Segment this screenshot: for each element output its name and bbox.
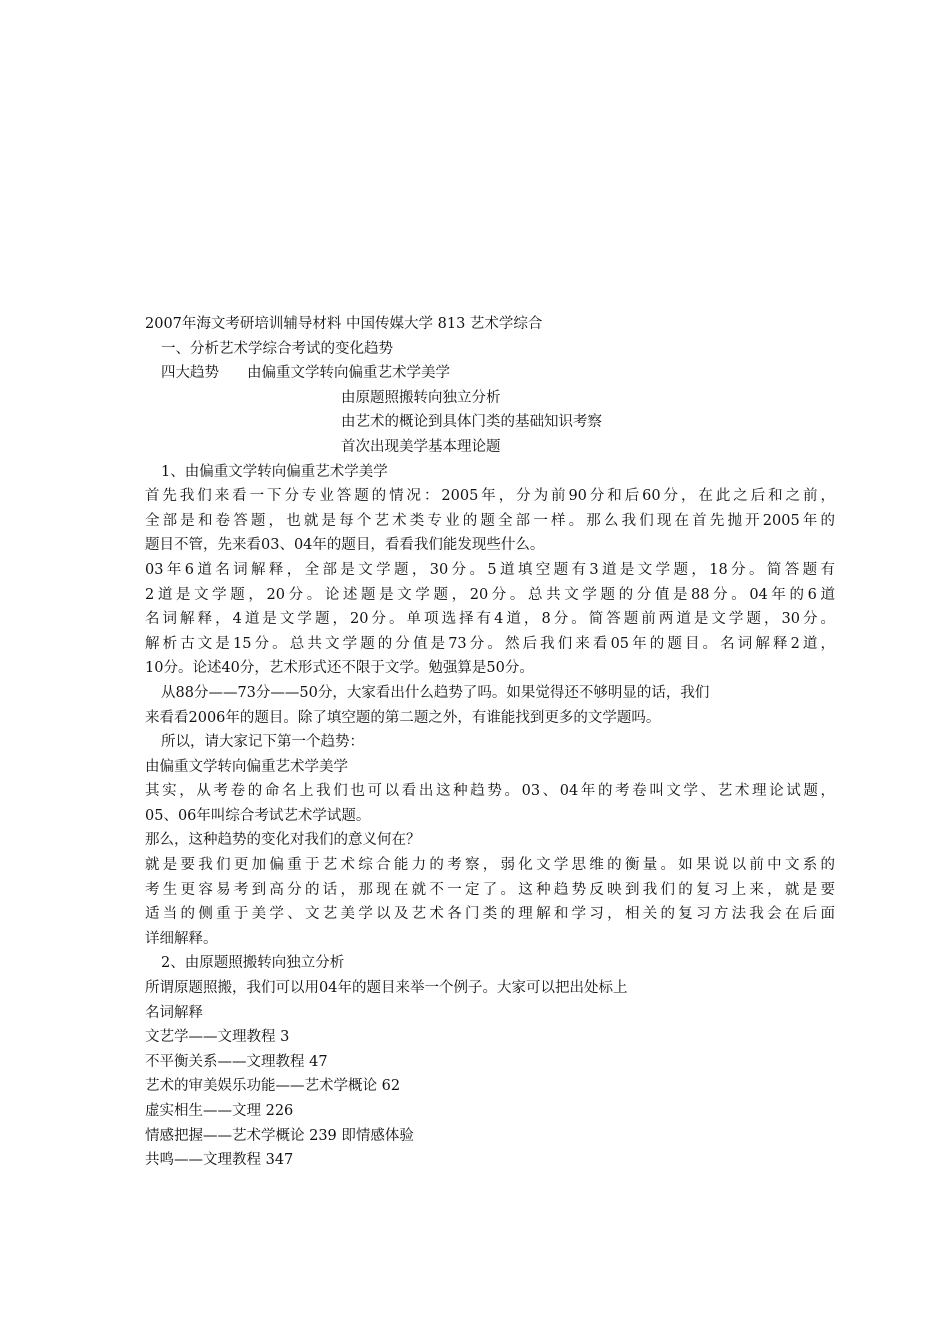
trends-row [145, 361, 835, 386]
paragraph-line: 题目不管，先来看03、04年的题目，看看我们能发现些什么。 [145, 537, 545, 554]
subheading: 1、由偏重文学转向偏重艺术学美学 [161, 463, 388, 480]
paragraph-line: 05、06年叫综合考试艺术学试题。 [145, 807, 371, 824]
terms-heading: 名词解释 [145, 1004, 203, 1021]
trend-item: 由艺术的概论到具体门类的基础知识考察 [341, 414, 602, 431]
term-item: 不平衡关系——文理教程 47 [145, 1053, 328, 1070]
trend-item: 首次出现美学基本理论题 [341, 438, 501, 455]
paragraph-line: 从88分——73分——50分，大家看出什么趋势了吗。如果觉得还不够明显的话，我们 [161, 684, 710, 701]
term-item: 共鸣——文理教程 347 [145, 1152, 294, 1169]
paragraph-line: 所谓原题照搬，我们可以用04年的题目来举一个例子。大家可以把出处标上 [145, 980, 628, 997]
paragraph-line: 名词解释，4道是文学题，20分。单项选择有4道，8分。简答题前两道是文学题，30分。 [145, 611, 835, 628]
trends-label: 四大趋势 [161, 365, 219, 382]
term-item: 文艺学——文理教程 3 [145, 1029, 290, 1046]
paragraph-line: 解析古文是15分。总共文学题的分值是73分。然后我们来看05年的题目。名词解释2道， [145, 635, 835, 652]
paragraph-line: 所以，请大家记下第一个趋势： [161, 734, 364, 751]
paragraph-line: 适当的侧重于美学、文艺美学以及艺术各门类的理解和学习，相关的复习方法我会在后面 [145, 906, 835, 923]
document-title: 2007年海文考研培训辅导材料 中国传媒大学 813 艺术学综合 [145, 316, 543, 332]
trend-item: 由原题照搬转向独立分析 [341, 389, 501, 406]
paragraph-line: 就是要我们更加偏重于艺术综合能力的考察，弱化文学思维的衡量。如果说以前中文系的 [145, 857, 835, 874]
subheading: 2、由原题照搬转向独立分析 [161, 955, 345, 972]
paragraph-line: 首先我们来看一下分专业答题的情况：2005年，分为前90分和后60分，在此之后和之前， [145, 488, 835, 505]
paragraph-line: 详细解释。 [145, 930, 218, 947]
paragraph-line: 那么，这种趋势的变化对我们的意义何在？ [145, 832, 421, 849]
trend-item: 由偏重文学转向偏重艺术学美学 [247, 365, 450, 382]
term-item: 虚实相生——文理 226 [145, 1103, 294, 1119]
term-item: 艺术的审美娱乐功能——艺术学概论 62 [145, 1078, 401, 1095]
paragraph-line: 2道是文学题，20分。论述题是文学题，20分。总共文学题的分值是88分。04年的6道 [145, 586, 835, 603]
paragraph-line: 其实，从考卷的命名上我们也可以看出这种趋势。03、04年的考卷叫文学、艺术理论试题， [145, 783, 835, 800]
paragraph-line: 03年6道名词解释，全部是文学题，30分。5道填空题有3道是文学题，18分。简答题有 [145, 561, 835, 578]
paragraph-line: 由偏重文学转向偏重艺术学美学 [145, 758, 348, 775]
paragraph-line: 10分。论述40分，艺术形式还不限于文学。勉强算是50分。 [145, 660, 534, 677]
section-heading: 一、分析艺术学综合考试的变化趋势 [161, 340, 393, 357]
document-body [145, 312, 835, 1173]
paragraph-line: 考生更容易考到高分的话，那现在就不一定了。这种趋势反映到我们的复习上来，就是要 [145, 881, 835, 898]
paragraph-line: 来看看2006年的题目。除了填空题的第二题之外，有谁能找到更多的文学题吗。 [145, 709, 661, 726]
paragraph-line: 全部是和卷答题，也就是每个艺术类专业的题全部一样。那么我们现在首先抛开2005年的 [145, 512, 835, 529]
term-item: 情感把握——艺术学概论 239 即情感体验 [145, 1127, 414, 1144]
